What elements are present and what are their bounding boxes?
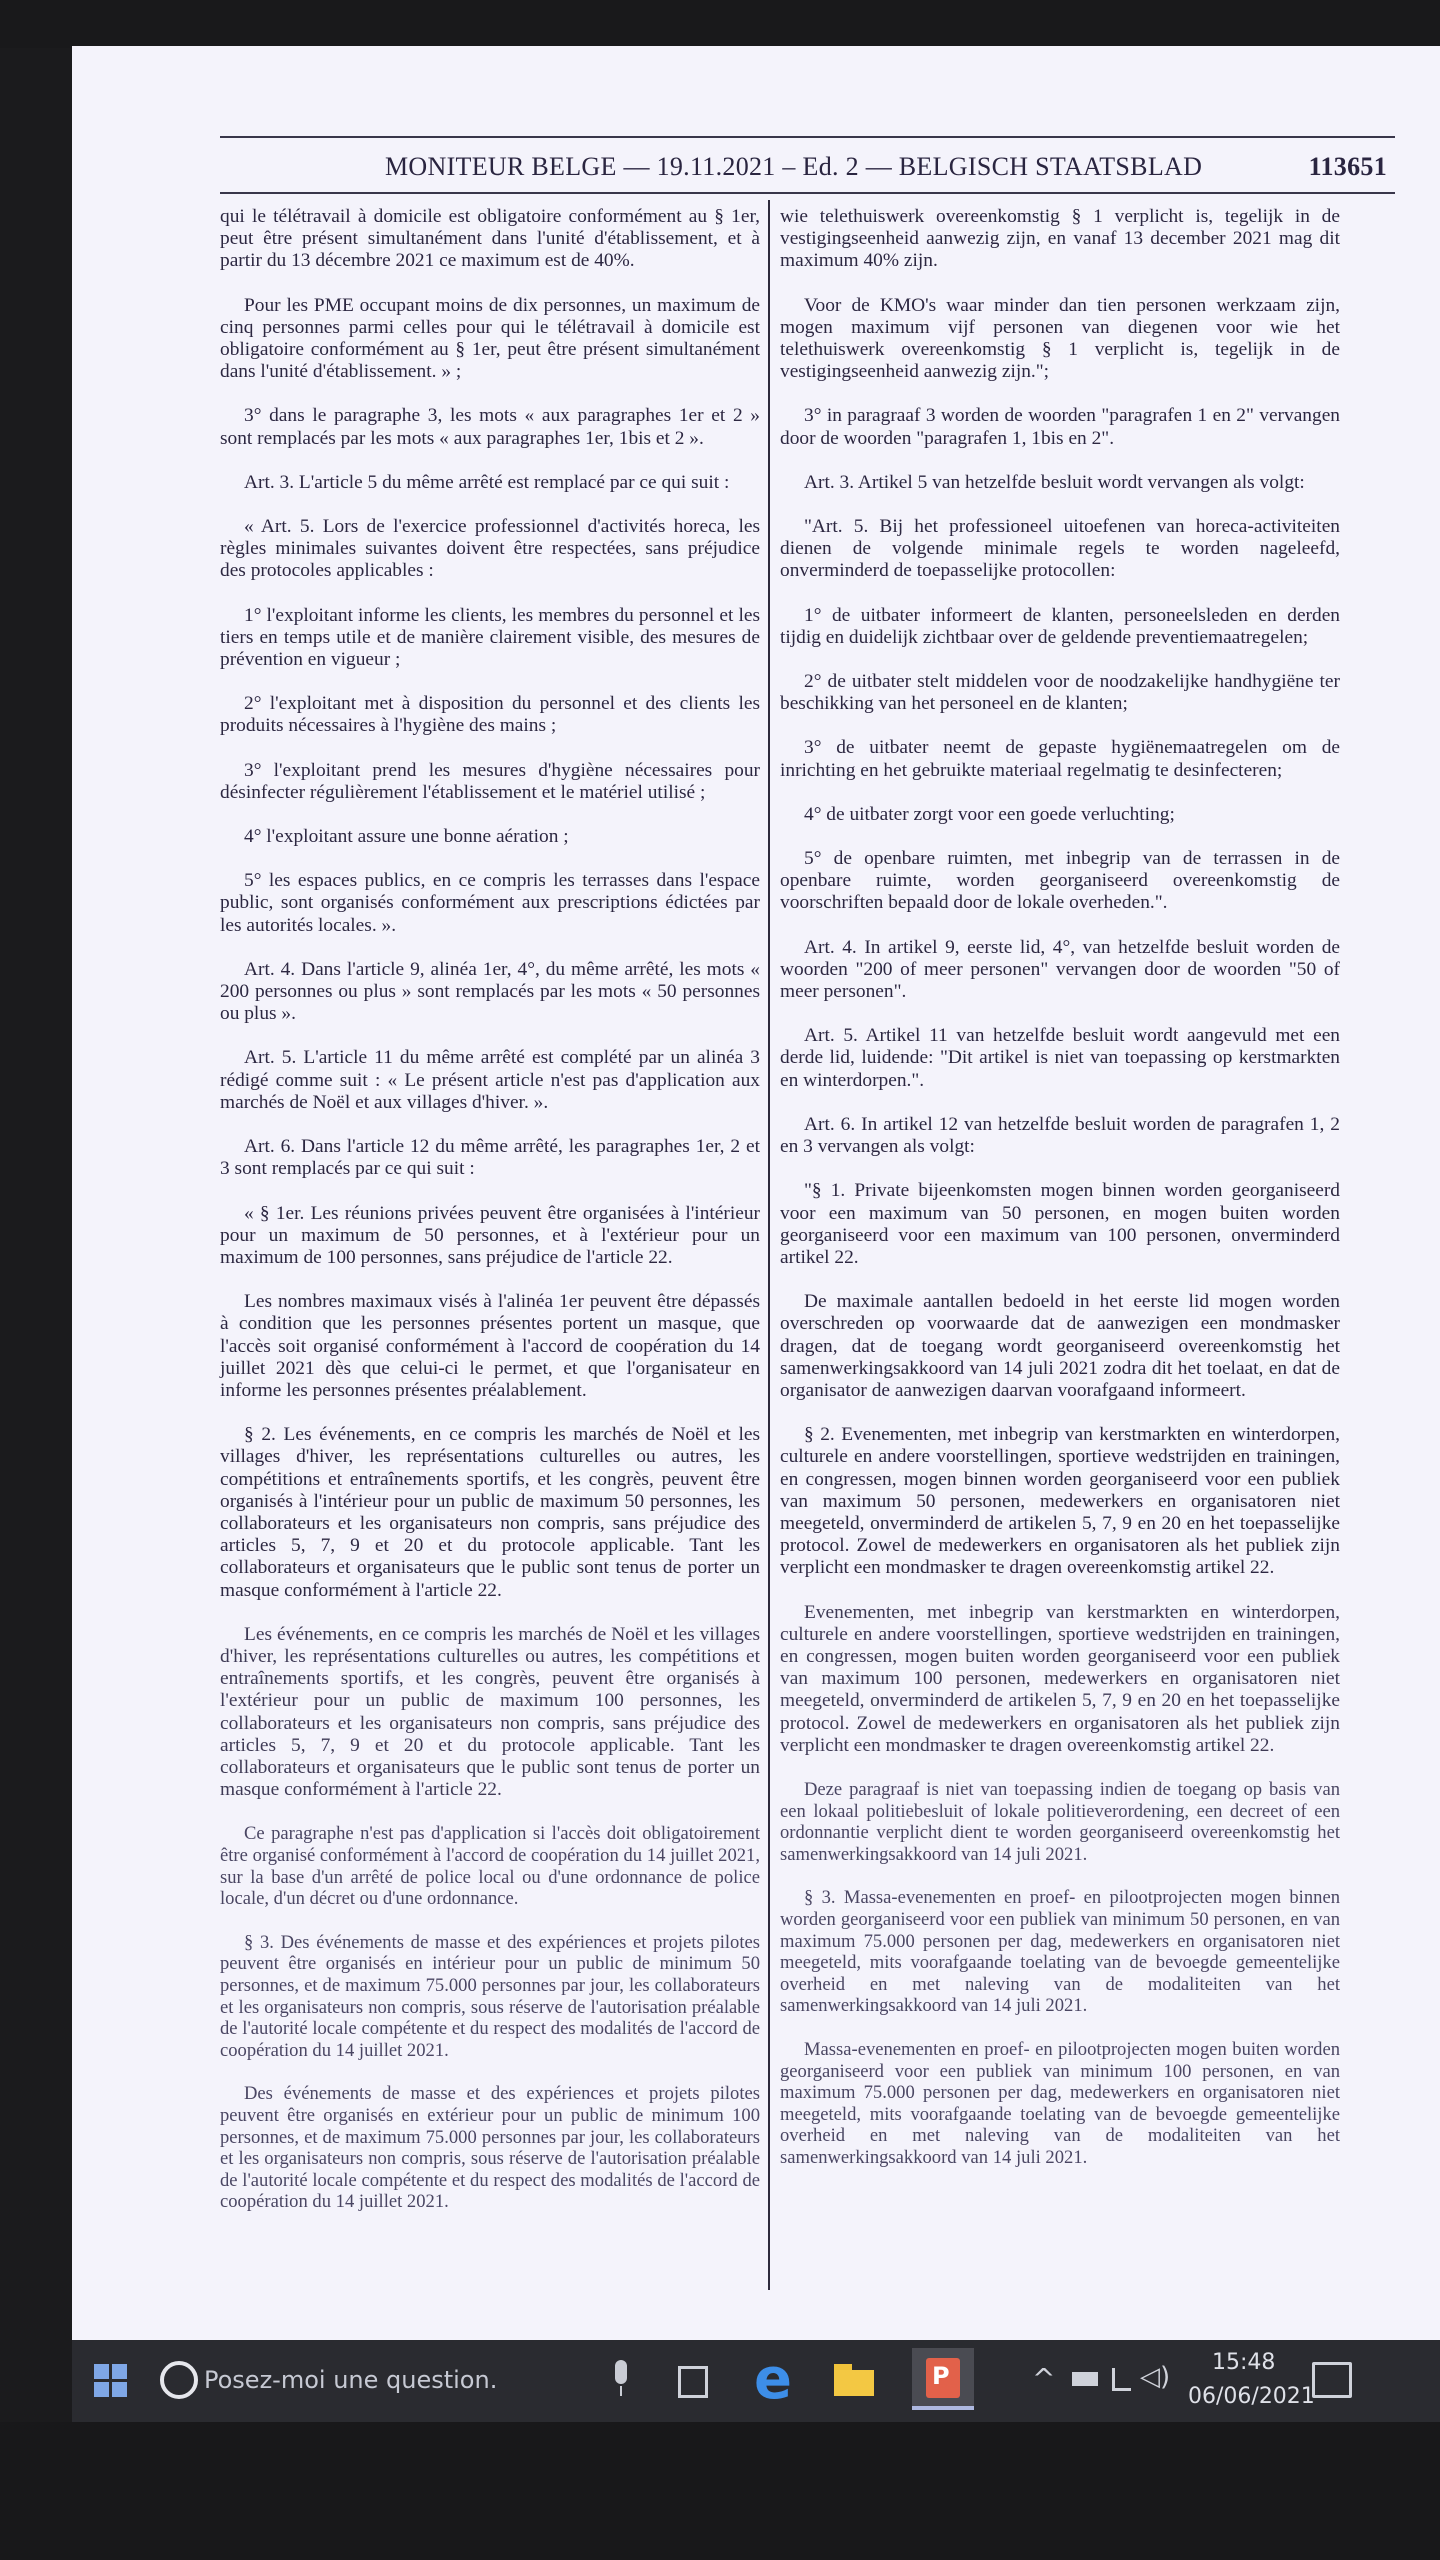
battery-icon[interactable] [1072, 2372, 1098, 2386]
nl-paragraph: 1° de uitbater informeert de klanten, personeelsleden en derden tijdig en duidelijk zichtbaar over de geldende preventiemaatregelen; [780, 604, 1340, 648]
page-header [220, 146, 1395, 192]
column-divider [768, 200, 770, 2290]
nl-paragraph: Massa-evenementen en proef- en pilootprojecten mogen buiten worden georganiseerd voor een publiek van minimum 100 personen, en van maximum 75.000 personen per dag, medewerkers en organisatoren niet meegeteld, mits voorafgaande toelating van de bevoegde gemeentelijke overheid en met naleving van de modaliteiten van het samenwerkingsakkoord van 14 juli 2021. [780, 2038, 1340, 2168]
microphone-icon[interactable] [612, 2360, 630, 2400]
fr-paragraph: « Art. 5. Lors de l'exercice professionnel d'activités horeca, les règles minimales suivantes doivent être respectées, sans préjudice des protocoles applicables : [220, 516, 760, 582]
header-rule-bottom [220, 192, 1395, 194]
french-column [220, 206, 760, 2235]
chevron-up-icon[interactable]: ^ [1032, 2362, 1056, 2395]
clock-time[interactable]: 15:48 [1212, 2350, 1276, 2375]
start-tile [112, 2382, 127, 2397]
nl-paragraph: 3° de uitbater neemt de gepaste hygiënemaatregelen om de inrichting en het gebruikte materiaal regelmatig te desinfecteren; [780, 737, 1340, 781]
windows-start-icon[interactable] [94, 2364, 128, 2398]
header-rule-top [220, 136, 1395, 138]
microphone-cap [615, 2360, 627, 2384]
fr-paragraph: 1° l'exploitant informe les clients, les membres du personnel et les tiers en temps utile et de manière clairement visible, des mesures de prévention en vigueur ; [220, 604, 760, 671]
fr-paragraph: 4° l'exploitant assure une bonne aération ; [244, 826, 569, 848]
screen [72, 46, 1440, 2340]
fr-paragraph: Art. 4. Dans l'article 9, alinéa 1er, 4°, du même arrêté, les mots « 200 personnes ou plus » sont remplacés par les mots « 50 personnes ou plus ». [220, 958, 760, 1025]
fr-paragraph: Les événements, en ce compris les marchés de Noël et les villages d'hiver, les représentations culturelles ou autres, les compétitions et entraînements sportifs, et les congrès, peuvent être organisés à l'extérieur pour un public de maximum 100 personnes, les collaborateurs et les organisateurs non compris, sans préjudice des articles 5, 7, 9 et 20 et du protocole applicable. Tant les collaborateurs et organisateurs que le public sont tenus de porter un masque conformément à l'article 22. [220, 1623, 760, 1801]
nl-paragraph: 4° de uitbater zorgt voor een goede verluchting; [804, 803, 1175, 825]
search-input[interactable]: Posez-moi une question. [204, 2366, 498, 2394]
notification-icon[interactable] [1312, 2362, 1352, 2398]
fr-paragraph: Art. 5. L'article 11 du même arrêté est complété par un alinéa 3 rédigé comme suit : « Le présent article n'est pas d'application aux marchés de Noël et aux villages d'hiver. ». [220, 1047, 760, 1113]
fr-paragraph: § 2. Les événements, en ce compris les marchés de Noël et les villages d'hiver, les représentations culturelles ou autres, les compétitions et entraînements sportifs, et les congrès, peuvent être organisés à l'intérieur pour un public de maximum 50 personnes, les collaborateurs et les organisateurs non compris, sans préjudice des articles 5, 7, 9 et 20 et du protocole applicable. Tant les collaborateurs et organisateurs que le public sont tenus de porter un masque conformément à l'article 22. [220, 1424, 760, 1601]
nl-paragraph: wie telethuiswerk overeenkomstig § 1 verplicht is, tegelijk in de vestigingseenheid aanwezig zijn, en vanaf 13 december 2021 mag dit maximum 40% zijn. [780, 206, 1340, 272]
nl-paragraph: "§ 1. Private bijeenkomsten mogen binnen worden georganiseerd voor een maximum van 50 personen, en mogen buiten worden georganiseerd voor een maximum van 100 personen, onverminderd artikel 22. [780, 1180, 1340, 1268]
nl-paragraph: 3° in paragraaf 3 worden de woorden "paragrafen 1 en 2" vervangen door de woorden "paragrafen 1, 1bis en 2". [780, 405, 1340, 449]
start-tile [112, 2364, 127, 2379]
microphone-stem [620, 2386, 622, 2396]
network-icon[interactable] [1112, 2368, 1131, 2391]
nl-paragraph: § 3. Massa-evenementen en proef- en pilootprojecten mogen binnen worden georganiseerd voor een publiek van minimum 50 personen, en van maximum 75.000 personen per dag, medewerkers en organisatoren niet meegeteld, mits voorafgaande toelating van de bevoegde gemeentelijke overheid en met naleving van de modaliteiten van het samenwerkingsakkoord van 14 juli 2021. [780, 1887, 1340, 2017]
fr-paragraph: 2° l'exploitant met à disposition du personnel et des clients les produits nécessaires à l'hygiène des mains ; [220, 693, 760, 737]
nl-paragraph: § 2. Evenementen, met inbegrip van kerstmarkten en winterdorpen, culturele en andere voorstellingen, sportieve wedstrijden en trainingen, en congressen, mogen binnen worden georganiseerd voor een publiek van maximum 50 personen, medewerkers en organisatoren niet meegeteld, onverminderd de artikelen 5, 7, 9 en 20 en het toepasselijke protocol. Zowel de medewerkers en organisatoren als het publiek zijn verplicht een mondmasker te dragen overeenkomstig artikel 22. [780, 1424, 1340, 1579]
volume-icon[interactable]: ◁) [1140, 2362, 1171, 2392]
fr-paragraph: Les nombres maximaux visés à l'alinéa 1er peuvent être dépassés à condition que les personnes présentes portent un masque, que l'accès soit organisé conformément à l'accord de coopération du 14 juillet 2021 dès que celui-ci le permet, et que l'organisateur en informe les personnes présentes préalablement. [220, 1291, 760, 1401]
powerpoint-icon[interactable] [912, 2348, 974, 2410]
nl-paragraph: "Art. 5. Bij het professioneel uitoefenen van horeca-activiteiten dienen de volgende minimale regels te worden nageleefd, onverminderd de toepasselijke protocollen: [780, 516, 1340, 582]
nl-paragraph: Voor de KMO's waar minder dan tien personen werkzaam zijn, mogen maximum vijf personen van diegenen voor wie het telethuiswerk overeenkomstig § 1 verplicht is, tegelijk in de vestigingseenheid aanwezig zijn."; [780, 294, 1340, 383]
fr-paragraph: 3° dans le paragraphe 3, les mots « aux paragraphes 1er et 2 » sont remplacés par les mots « aux paragraphes 1er, 1bis et 2 ». [220, 405, 760, 449]
nl-paragraph: 2° de uitbater stelt middelen voor de noodzakelijke handhygiëne ter beschikking van het personeel en de klanten; [780, 671, 1340, 715]
fr-paragraph: Ce paragraphe n'est pas d'application si l'accès doit obligatoirement être organisé conformément à l'accord de coopération du 14 juillet 2021, sur la base d'un arrêté de police local ou d'une ordonnance de police locale, d'un décret ou d'une ordonnance. [220, 1823, 760, 1910]
start-tile [94, 2364, 109, 2379]
powerpoint-letter: P [932, 2362, 950, 2390]
fr-paragraph: Pour les PME occupant moins de dix personnes, un maximum de cinq personnes parmi celles pour qui le télétravail à domicile est obligatoire conformément au § 1er, peut être présent simultanément dans l'unité d'établissement. » ; [220, 294, 760, 383]
task-view-icon[interactable] [678, 2364, 708, 2396]
file-explorer-icon[interactable] [834, 2364, 874, 2396]
fr-paragraph: 5° les espaces publics, en ce compris les terrasses dans l'espace public, sont organisés conformément aux prescriptions édictées par les autorités locales. ». [220, 870, 760, 936]
fr-paragraph: « § 1er. Les réunions privées peuvent être organisées à l'intérieur pour un maximum de 50 personnes, et à l'extérieur pour un maximum de 100 personnes, sans préjudice de l'article 22. [220, 1202, 760, 1268]
gazette-page [220, 136, 1395, 2340]
fr-paragraph: Art. 3. L'article 5 du même arrêté est remplacé par ce qui suit : [244, 471, 730, 493]
nl-paragraph: De maximale aantallen bedoeld in het eerste lid mogen worden overschreden op voorwaarde dat de aanwezigen een mondmasker dragen, dat de toegang wordt georganiseerd overeenkomstig het samenwerkingsakkoord van 14 juli 2021 zodra dit het toelaat, en dat de organisator de aanwezigen daarvan voorafgaand informeert. [780, 1291, 1340, 1401]
folder-body [834, 2370, 874, 2396]
nl-paragraph: Art. 4. In artikel 9, eerste lid, 4°, van hetzelfde besluit worden de woorden "200 of meer personen" vervangen door de woorden "50 of meer personen". [780, 936, 1340, 1003]
fr-paragraph: 3° l'exploitant prend les mesures d'hygiène nécessaires pour désinfecter régulièrement l'établissement et le matériel utilisé ; [220, 759, 760, 803]
nl-paragraph: Art. 6. In artikel 12 van hetzelfde besluit worden de paragrafen 1, 2 en 3 vervangen als volgt: [780, 1113, 1340, 1158]
nl-paragraph: Art. 5. Artikel 11 van hetzelfde besluit wordt aangevuld met een derde lid, luidende: "Dit artikel is niet van toepassing op kerstmarkten en winterdorpen.". [780, 1025, 1340, 1091]
nl-paragraph: 5° de openbare ruimten, met inbegrip van de terrassen in de openbare ruimte, worden georganiseerd overeenkomstig de voorschriften bepaald door de lokale overheden.". [780, 848, 1340, 914]
nl-paragraph: Deze paragraaf is niet van toepassing indien de toegang op basis van een lokaal politiebesluit of lokale politieverordening, een decreet of een ordonnantie verplicht dient te worden georganiseerd overeenkomstig het samenwerkingsakkoord van 14 juli 2021. [780, 1778, 1340, 1865]
fr-paragraph: Des événements de masse et des expériences et projets pilotes peuvent être organisés en extérieur pour un public de minimum 100 personnes, et de maximum 75.000 personnes par jour, les collaborateurs et les organisateurs non compris, sous réserve de l'autorisation préalable de l'autorité locale compétente et du respect des modalités de l'accord de coopération du 14 juillet 2021. [220, 2083, 760, 2213]
fr-paragraph: § 3. Des événements de masse et des expériences et projets pilotes peuvent être organisés en intérieur pour un public de minimum 50 personnes, et de maximum 75.000 personnes par jour, les collaborateurs et les organisateurs non compris, sous réserve de l'autorisation préalable de l'autorité locale compétente et du respect des modalités de l'accord de coopération du 14 juillet 2021. [220, 1931, 760, 2061]
page-number: 113651 [1308, 152, 1387, 181]
fr-paragraph: qui le télétravail à domicile est obligatoire conformément au § 1er, peut être présent simultanément dans l'unité d'établissement, et à partir du 13 décembre 2021 ce maximum est de 40%. [220, 206, 760, 272]
clock-date[interactable]: 06/06/2021 [1188, 2384, 1315, 2409]
monitor-bezel-top [0, 0, 1440, 48]
cortana-icon[interactable] [160, 2361, 198, 2399]
dutch-column [780, 206, 1340, 2190]
monitor-bezel-bottom [0, 2422, 1440, 2560]
taskbar [72, 2340, 1440, 2422]
task-view-frame [678, 2366, 708, 2398]
nl-paragraph: Evenementen, met inbegrip van kerstmarkten en winterdorpen, culturele en andere voorstellingen, sportieve wedstrijden en trainingen, en congressen, mogen buiten worden georganiseerd voor een publiek van maximum 100 personen, medewerkers en organisatoren niet meegeteld, onverminderd de artikelen 5, 7, 9 en 20 en het toepasselijke protocol. Zowel de medewerkers en organisatoren als het publiek zijn verplicht een mondmasker te dragen overeenkomstig artikel 22. [780, 1601, 1340, 1756]
active-app-indicator [912, 2406, 974, 2410]
fr-paragraph: Art. 6. Dans l'article 12 du même arrêté, les paragraphes 1er, 2 et 3 sont remplacés par ce qui suit : [220, 1136, 760, 1180]
page-title: MONITEUR BELGE — 19.11.2021 – Ed. 2 — BELGISCH STAATSBLAD [385, 152, 1203, 181]
start-tile [94, 2382, 109, 2397]
nl-paragraph: Art. 3. Artikel 5 van hetzelfde besluit wordt vervangen als volgt: [804, 471, 1305, 493]
edge-icon[interactable]: e [754, 2347, 792, 2412]
